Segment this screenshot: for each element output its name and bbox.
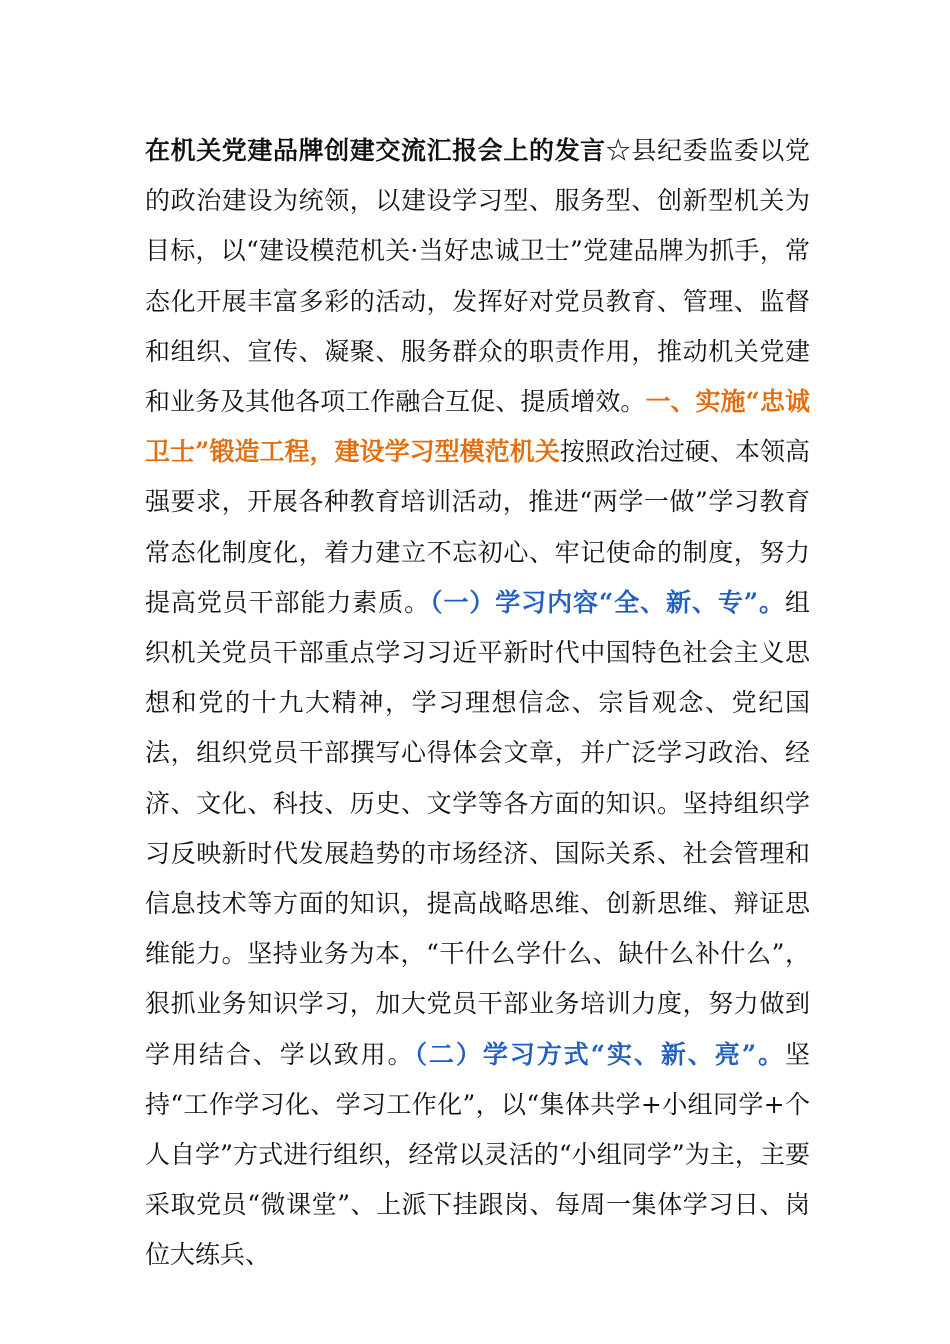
intro-paragraph: ☆县纪委监委以党的政治建设为统领，以建设学习型、服务型、创新型机关为目标，以“建设模范机关·当好忠诚卫士”党建品牌为抓手，常态化开展丰富多彩的活动，发挥好对党员教育、管理、监督和组织、宣传、凝聚、服务群众的职责作用，推动机关党建和业务及其他各项工作融合互促、提质增效。 [145,136,810,417]
subsection-2-text: 坚持“工作学习化、学习工作化”，以“集体共学+小组同学+个人自学”方式进行组织，经常以灵活的“小组同学”为主，主要采取党员“微课堂”、上派下挂跟岗、每周一集体学习日、岗位大练兵、 [145,1039,810,1270]
subsection-1-heading: （一）学习内容“全、新、专”。 [430,587,785,617]
subsection-2-heading: （二）学习方式“实、新、亮”。 [414,1039,785,1069]
document-title: 在机关党建品牌创建交流汇报会上的发言 [145,136,606,165]
section-1-text: 按照政治过硬、本领高强要求，开展各种教育培训活动，推进“两学一做”学习教育常态化制度化，着力建立不忘初心、牢记使命的制度，努力提高党员干部能力素质。 [145,437,810,617]
document-body [145,126,810,1281]
subsection-1-text: 组织机关党员干部重点学习习近平新时代中国特色社会主义思想和党的十九大精神，学习理想信念、宗旨观念、党纪国法，组织党员干部撰写心得体会文章，并广泛学习政治、经济、文化、科技、历史、文学等各方面的知识。坚持组织学习反映新时代发展趋势的市场经济、国际关系、社会管理和信息技术等方面的知识，提高战略思维、创新思维、辩证思维能力。坚持业务为本，“干什么学什么、缺什么补什么”，狠抓业务知识学习，加大党员干部业务培训力度，努力做到学用结合、学以致用。 [145,587,810,1069]
section-1-heading: 一、实施“忠诚卫士”锻造工程，建设学习型模范机关 [145,387,810,467]
